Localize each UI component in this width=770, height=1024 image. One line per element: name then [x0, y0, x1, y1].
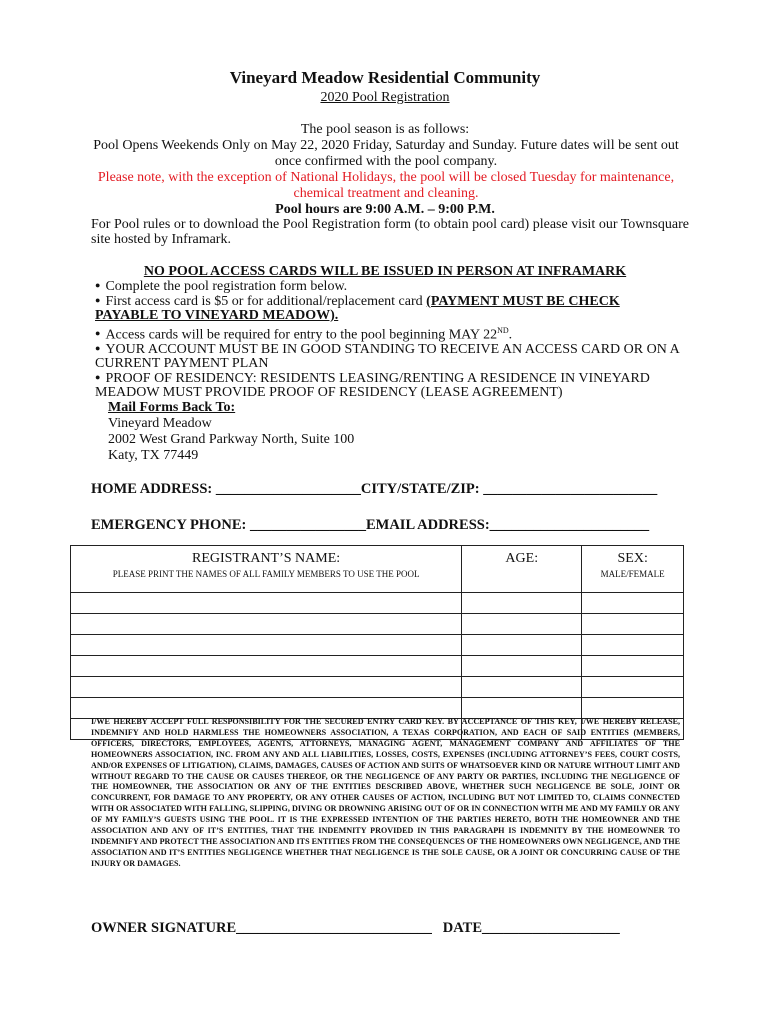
sex-cell[interactable] [582, 656, 684, 677]
liability-release-text: I/WE HEREBY ACCEPT FULL RESPONSIBILITY FOR THE SECURED ENTRY CARD KEY. BY ACCEPTANCE OF THIS KEY, I/WE HEREBY RELEASE, INDEMNIFY AND HOLD HARMLESS THE HOMEOWNERS ASSOCIATION, A TEXAS CORPORATION, AND EACH OF SAID ENTITIES (MEMBERS, OFFICERS, DIRECTORS, EMPLOYEES, AGENTS, ATTORNEYS, MANAGING AGENT, MANAGEMENT COMPANY AND AFFILIATES OF THE HOMEOWNERS ASSOCIATION, INC. FROM ANY AND ALL LIABILITIES, LOSSES, COSTS, EXPENSES (INCLUDING ATTORNEY’S FEES, COURT COSTS, AND/OR EXPENSES OF LITIGATION), CLAIMS, DAMAGES, CAUSES OF ACTION AND SUITS OF WHATSOEVER KIND OR NATURE WITHOUT LIMIT AND WITHOUT REGARD TO THE CAUSE OR CAUSES THEREOF, OR THE NEGLIGENCE OF ANY PARTY OR PARTIES, INCLUDING THE NEGLIGENCE OF THE HOMEOWNER, THE ASSOCIATION OR ANY OF THE ENTITIES DESCRIBED ABOVE, WHETHER SUCH NEGLIGENCE BE SOLE, JOINT OR CONCURRENT, FOR DAMAGE TO ANY PROPERTY, OR ANY OTHER CAUSES OF ACTION, INCLUDING BUT NOT LIMITED TO, CLAIMS CONNECTED WITH OR ASSOCIATED WITH FALLING, SLIPPING, DIVING OR DROWNING ARISING OUT OF OR IN CONNECTION WITH ME AND MY FAMILY OR ANY OF MY FAMILY’S GUESTS USING THE POOL. IT IS THE EXPRESSED INTENTION OF THE PARTIES HERETO, BOTH THE HOMEOWNER AND THE ASSOCIATION AND ANY OF IT’S ENTITIES, THAT THE INDEMNITY PROVIDED IN THIS PARAGRAPH IS INDEMNITY BY THE HOMEOWNER TO INDEMNIFY AND PROTECT THE ASSOCIATION AND ITS ENTITIES FROM THE CONSEQUENCES OF THE HOMEOWNERS OWN NEGLIGENCE, AND THE ASSOCIATION AND IT’S ENTITIES NEGLIGENCE WHETHER THAT NEGLIGENCE IS THE SOLE CAUSE, OR A JOINT OR CONCURRING CAUSE OF THE INJURY OR DAMAGES. [91, 717, 680, 868]
opening-dates-text: Pool Opens Weekends Only on May 22, 2020 Friday, Saturday and Sunday. Future dates will be sent out once confirmed with the pool company. [93, 138, 679, 169]
home-address-field[interactable]: HOME ADDRESS: ____________________ [91, 481, 361, 497]
page-title: Vineyard Meadow Residential Community [229, 68, 541, 87]
bullet-icon: ● [95, 371, 101, 382]
table-row [71, 656, 684, 677]
registrants-table [70, 545, 684, 740]
signature-row [91, 920, 620, 937]
address-row [91, 481, 657, 498]
age-cell[interactable] [462, 677, 582, 698]
name-cell[interactable] [71, 698, 462, 719]
table-row [71, 614, 684, 635]
table-row [71, 635, 684, 656]
table-header-row [71, 546, 684, 593]
no-access-cards-heading: NO POOL ACCESS CARDS WILL BE ISSUED IN PERSON AT INFRAMARK [143, 264, 627, 279]
sex-cell[interactable] [582, 677, 684, 698]
table-row [71, 698, 684, 719]
name-cell[interactable] [71, 635, 462, 656]
age-cell[interactable] [462, 593, 582, 614]
name-cell[interactable] [71, 614, 462, 635]
address-line: 2002 West Grand Parkway North, Suite 100 [108, 432, 355, 447]
bullet-icon: ● [95, 280, 101, 290]
age-column-header: AGE: [462, 546, 582, 593]
age-cell[interactable] [462, 698, 582, 719]
bullet-icon: ● [95, 294, 101, 305]
name-cell[interactable] [71, 656, 462, 677]
sex-cell[interactable] [582, 635, 684, 656]
owner-signature-field[interactable]: OWNER SIGNATURE___________________________ [91, 920, 432, 936]
age-cell[interactable] [462, 656, 582, 677]
sex-column-header: SEX: MALE/FEMALE [582, 546, 684, 593]
pool-rules-text: For Pool rules or to download the Pool Registration form (to obtain pool card) please visit our Townsquare site hosted by Inframark. [91, 217, 689, 247]
payment-note: (PAYMENT MUST BE CHECK PAYABLE TO VINEYARD MEADOW). [95, 293, 620, 323]
name-cell[interactable] [71, 677, 462, 698]
list-item: ● First access card is $5 or for additional/replacement card (PAYMENT MUST BE CHECK PAYABLE TO VINEYARD MEADOW). [95, 293, 620, 323]
sex-cell[interactable] [582, 593, 684, 614]
address-line: Vineyard Meadow [108, 416, 212, 431]
city-state-zip-field[interactable]: CITY/STATE/ZIP: ________________________ [360, 481, 658, 497]
requirements-list [95, 280, 685, 401]
age-cell[interactable] [462, 614, 582, 635]
sex-cell[interactable] [582, 614, 684, 635]
sex-cell[interactable] [582, 698, 684, 719]
bullet-icon: ● [95, 342, 101, 353]
contact-row [91, 517, 649, 534]
emergency-phone-field[interactable]: EMERGENCY PHONE: ________________ [91, 517, 366, 533]
mailing-address [108, 400, 354, 464]
email-address-field[interactable]: EMAIL ADDRESS:______________________ [365, 517, 650, 533]
bullet-icon: ● [95, 328, 101, 339]
date-field[interactable]: DATE___________________ [442, 920, 620, 936]
list-item: ● PROOF OF RESIDENCY: RESIDENTS LEASING/RENTING A RESIDENCE IN VINEYARD MEADOW MUST PROVIDE PROOF OF RESIDENCY (LEASE AGREEMENT) [95, 370, 650, 401]
list-item: ● Complete the pool registration form below. [95, 279, 348, 294]
page-subtitle: 2020 Pool Registration [320, 90, 450, 105]
name-cell[interactable] [71, 593, 462, 614]
closure-notice: Please note, with the exception of National Holidays, the pool will be closed Tuesday for maintenance, chemical treatment and cleaning. [97, 170, 675, 201]
list-item: ● Access cards will be required for entry to the pool beginning MAY 22ND. [95, 325, 513, 343]
name-column-header: REGISTRANT’S NAME: PLEASE PRINT THE NAMES OF ALL FAMILY MEMBERS TO USE THE POOL [71, 546, 462, 593]
date-suffix: ND [497, 325, 509, 335]
list-item: ● YOUR ACCOUNT MUST BE IN GOOD STANDING TO RECEIVE AN ACCESS CARD OR ON A CURRENT PAYMENT PLAN [95, 341, 679, 372]
table-row [71, 677, 684, 698]
pool-hours: Pool hours are 9:00 A.M. – 9:00 P.M. [275, 202, 495, 217]
age-cell[interactable] [462, 635, 582, 656]
mailing-heading: Mail Forms Back To: [108, 400, 236, 415]
season-heading: The pool season is as follows: [300, 122, 470, 137]
table-row [71, 593, 684, 614]
address-line: Katy, TX 77449 [108, 448, 199, 463]
